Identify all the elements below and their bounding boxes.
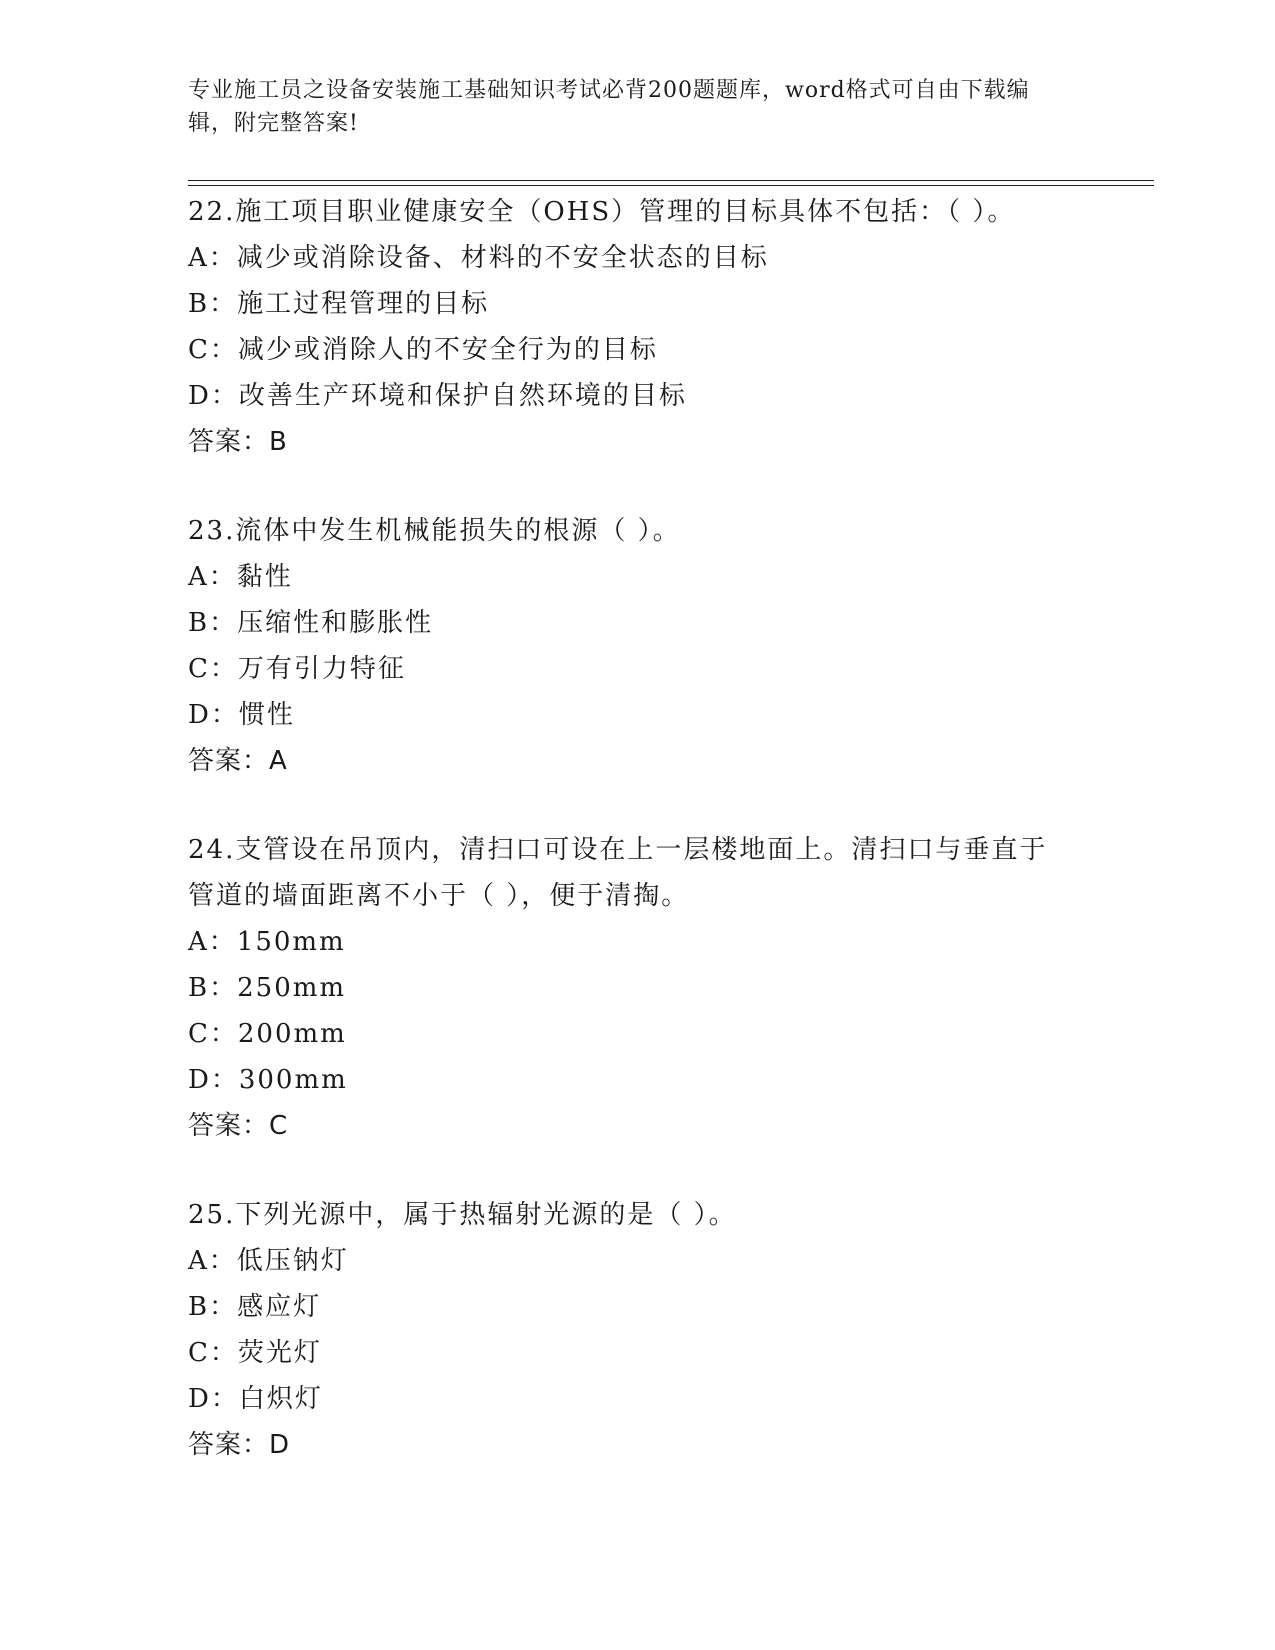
option-a: A：150mm: [188, 927, 346, 957]
question-24: [188, 827, 1088, 1149]
answer-label: 答案：A: [188, 746, 288, 776]
answer-label: 答案：B: [188, 427, 288, 457]
question-22: [188, 189, 1088, 465]
option-c: C：万有引力特征: [188, 654, 406, 684]
header-divider-top: [188, 180, 1154, 181]
option-a: A：低压钠灯: [188, 1246, 349, 1276]
option-b: B：施工过程管理的目标: [188, 289, 490, 319]
question-25: [188, 1192, 1088, 1468]
option-d: D：惯性: [188, 700, 295, 730]
question-stem-line-1: 24.支管设在吊顶内，清扫口可设在上一层楼地面上。清扫口与垂直于: [188, 835, 1048, 865]
question-stem: 23.流体中发生机械能损失的根源（ ）。: [188, 516, 681, 546]
answer-label: 答案：D: [188, 1430, 291, 1460]
option-b: B：压缩性和膨胀性: [188, 608, 434, 638]
option-b: B：250mm: [188, 973, 347, 1003]
question-stem-line-2: 管道的墙面距离不小于（ ），便于清掏。: [188, 881, 690, 911]
question-stem: 22.施工项目职业健康安全（OHS）管理的目标具体不包括：（ ）。: [188, 197, 1016, 227]
option-a: A：减少或消除设备、材料的不安全状态的目标: [188, 243, 769, 273]
question-23: [188, 508, 1088, 784]
option-a: A：黏性: [188, 562, 293, 592]
option-d: D：白炽灯: [188, 1384, 323, 1414]
question-stem: 25.下列光源中，属于热辐射光源的是（ ）。: [188, 1200, 737, 1230]
option-d: D：改善生产环境和保护自然环境的目标: [188, 381, 687, 411]
document-header: 专业施工员之设备安装施工基础知识考试必背200题题库，word格式可自由下载编辑，附完整答案!: [188, 78, 1030, 136]
option-c: C：减少或消除人的不安全行为的目标: [188, 335, 658, 365]
answer-label: 答案：C: [188, 1111, 289, 1141]
option-c: C：荧光灯: [188, 1338, 322, 1368]
option-c: C：200mm: [188, 1019, 347, 1049]
option-b: B：感应灯: [188, 1292, 322, 1322]
header-divider-bottom: [188, 185, 1154, 186]
option-d: D：300mm: [188, 1065, 348, 1095]
